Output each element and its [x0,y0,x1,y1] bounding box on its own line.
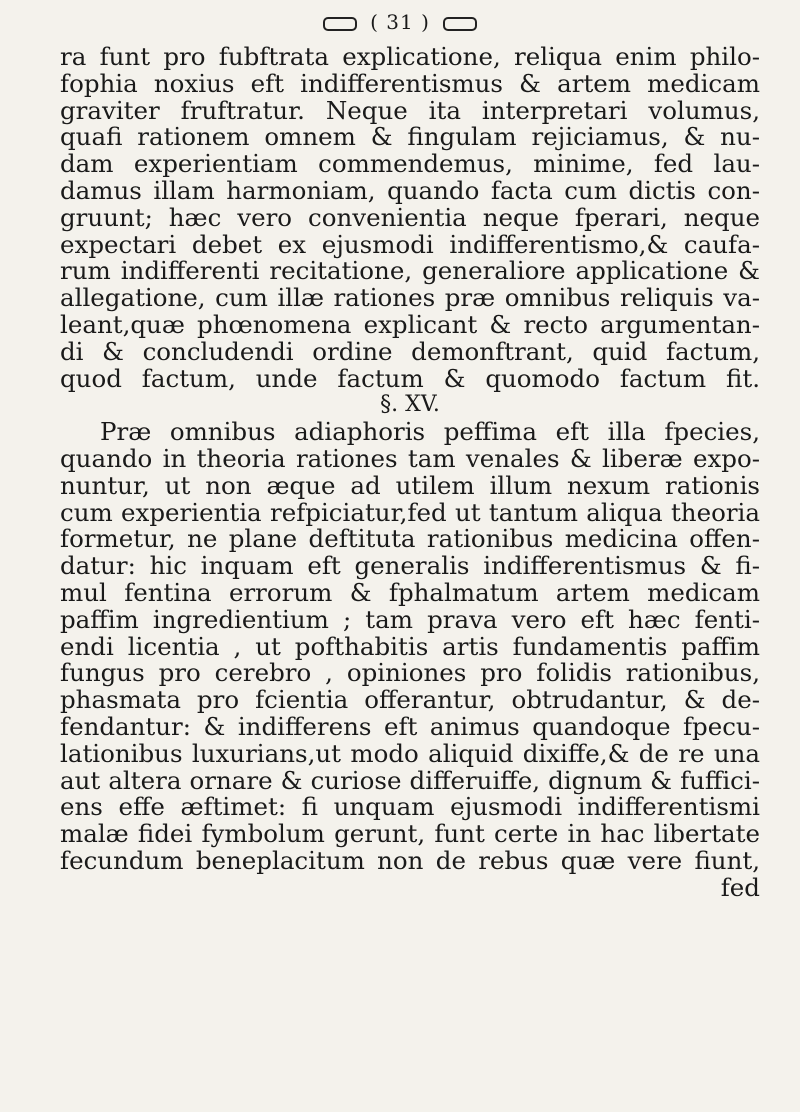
text-line: ra funt pro fubftrata explicatione, reliqua enim philo- [60,42,760,71]
text-line: expectari debet ex ejusmodi indifferentismo,& caufa- [60,229,760,259]
text-line: dam experientiam commendemus, minime, fed lau- [60,149,760,179]
text-line: quafi rationem omnem & fingulam rejiciamus, & nu- [60,122,760,152]
text-line: malæ fidei fymbolum gerunt, funt certe in hac libertate [60,819,760,849]
text-line: fecundum beneplacitum non de rebus quæ vere fiunt, [60,845,760,875]
text-line: graviter fruftratur. Neque ita interpretari volumus, [60,95,760,125]
text-line: Præ omnibus adiaphoris peffima eft illa fpecies, [100,417,760,447]
page-number: ( 31 ) [370,10,430,34]
body-text [60,44,760,902]
text-line: fungus pro cerebro , opiniones pro folidis rationibus, [60,658,760,688]
text-line: quod factum, unde factum & quomodo factum fit. [60,363,760,393]
text-line: formetur, ne plane deftituta rationibus medicina offen- [60,524,760,554]
ornament-right-icon [443,17,477,31]
text-line: nuntur, ut non æque ad utilem illum nexum rationis [60,470,760,500]
text-line: quando in theoria rationes tam venales & liberæ expo- [60,443,760,473]
text-line: rum indifferenti recitatione, generaliore applicatione & [60,256,760,286]
text-line: endi licentia , ut pofthabitis artis fundamentis paffim [60,631,760,661]
section-heading: §. XV. [380,392,440,418]
text-line: fophia noxius eft indifferentismus & artem medicam [60,68,760,98]
text-line: cum experientia refpiciatur,fed ut tantum aliqua theoria [60,497,760,527]
text-line: di & concludendi ordine demonftrant, quid factum, [60,336,760,366]
text-line: paffim ingredientium ; tam prava vero eft hæc fenti- [60,604,760,634]
ornament-left-icon [323,17,357,31]
text-line: phasmata pro fcientia offerantur, obtrudantur, & de- [60,685,760,715]
text-line: mul fentina errorum & fphalmatum artem medicam [60,577,760,607]
catchword: fed [720,872,760,902]
text-line: fendantur: & indifferens eft animus quandoque fpecu- [60,711,760,741]
text-line: allegatione, cum illæ rationes præ omnibus reliquis va- [60,283,760,313]
text-line: ens effe æftimet: fi unquam ejusmodi indifferentismi [60,792,760,822]
text-line: gruunt; hæc vero convenientia neque fperari, neque [60,202,760,232]
text-line: aut altera ornare & curiose differuiffe, dignum & fuffici- [60,765,760,795]
text-line: datur: hic inquam eft generalis indifferentismus & fi- [60,551,760,581]
text-line: lationibus luxurians,ut modo aliquid dixiffe,& de re una [60,738,760,768]
text-line: leant,quæ phœnomena explicant & recto argumentan- [60,309,760,339]
page-header [0,10,800,34]
text-line: damus illam harmoniam, quando facta cum dictis con- [60,175,760,205]
